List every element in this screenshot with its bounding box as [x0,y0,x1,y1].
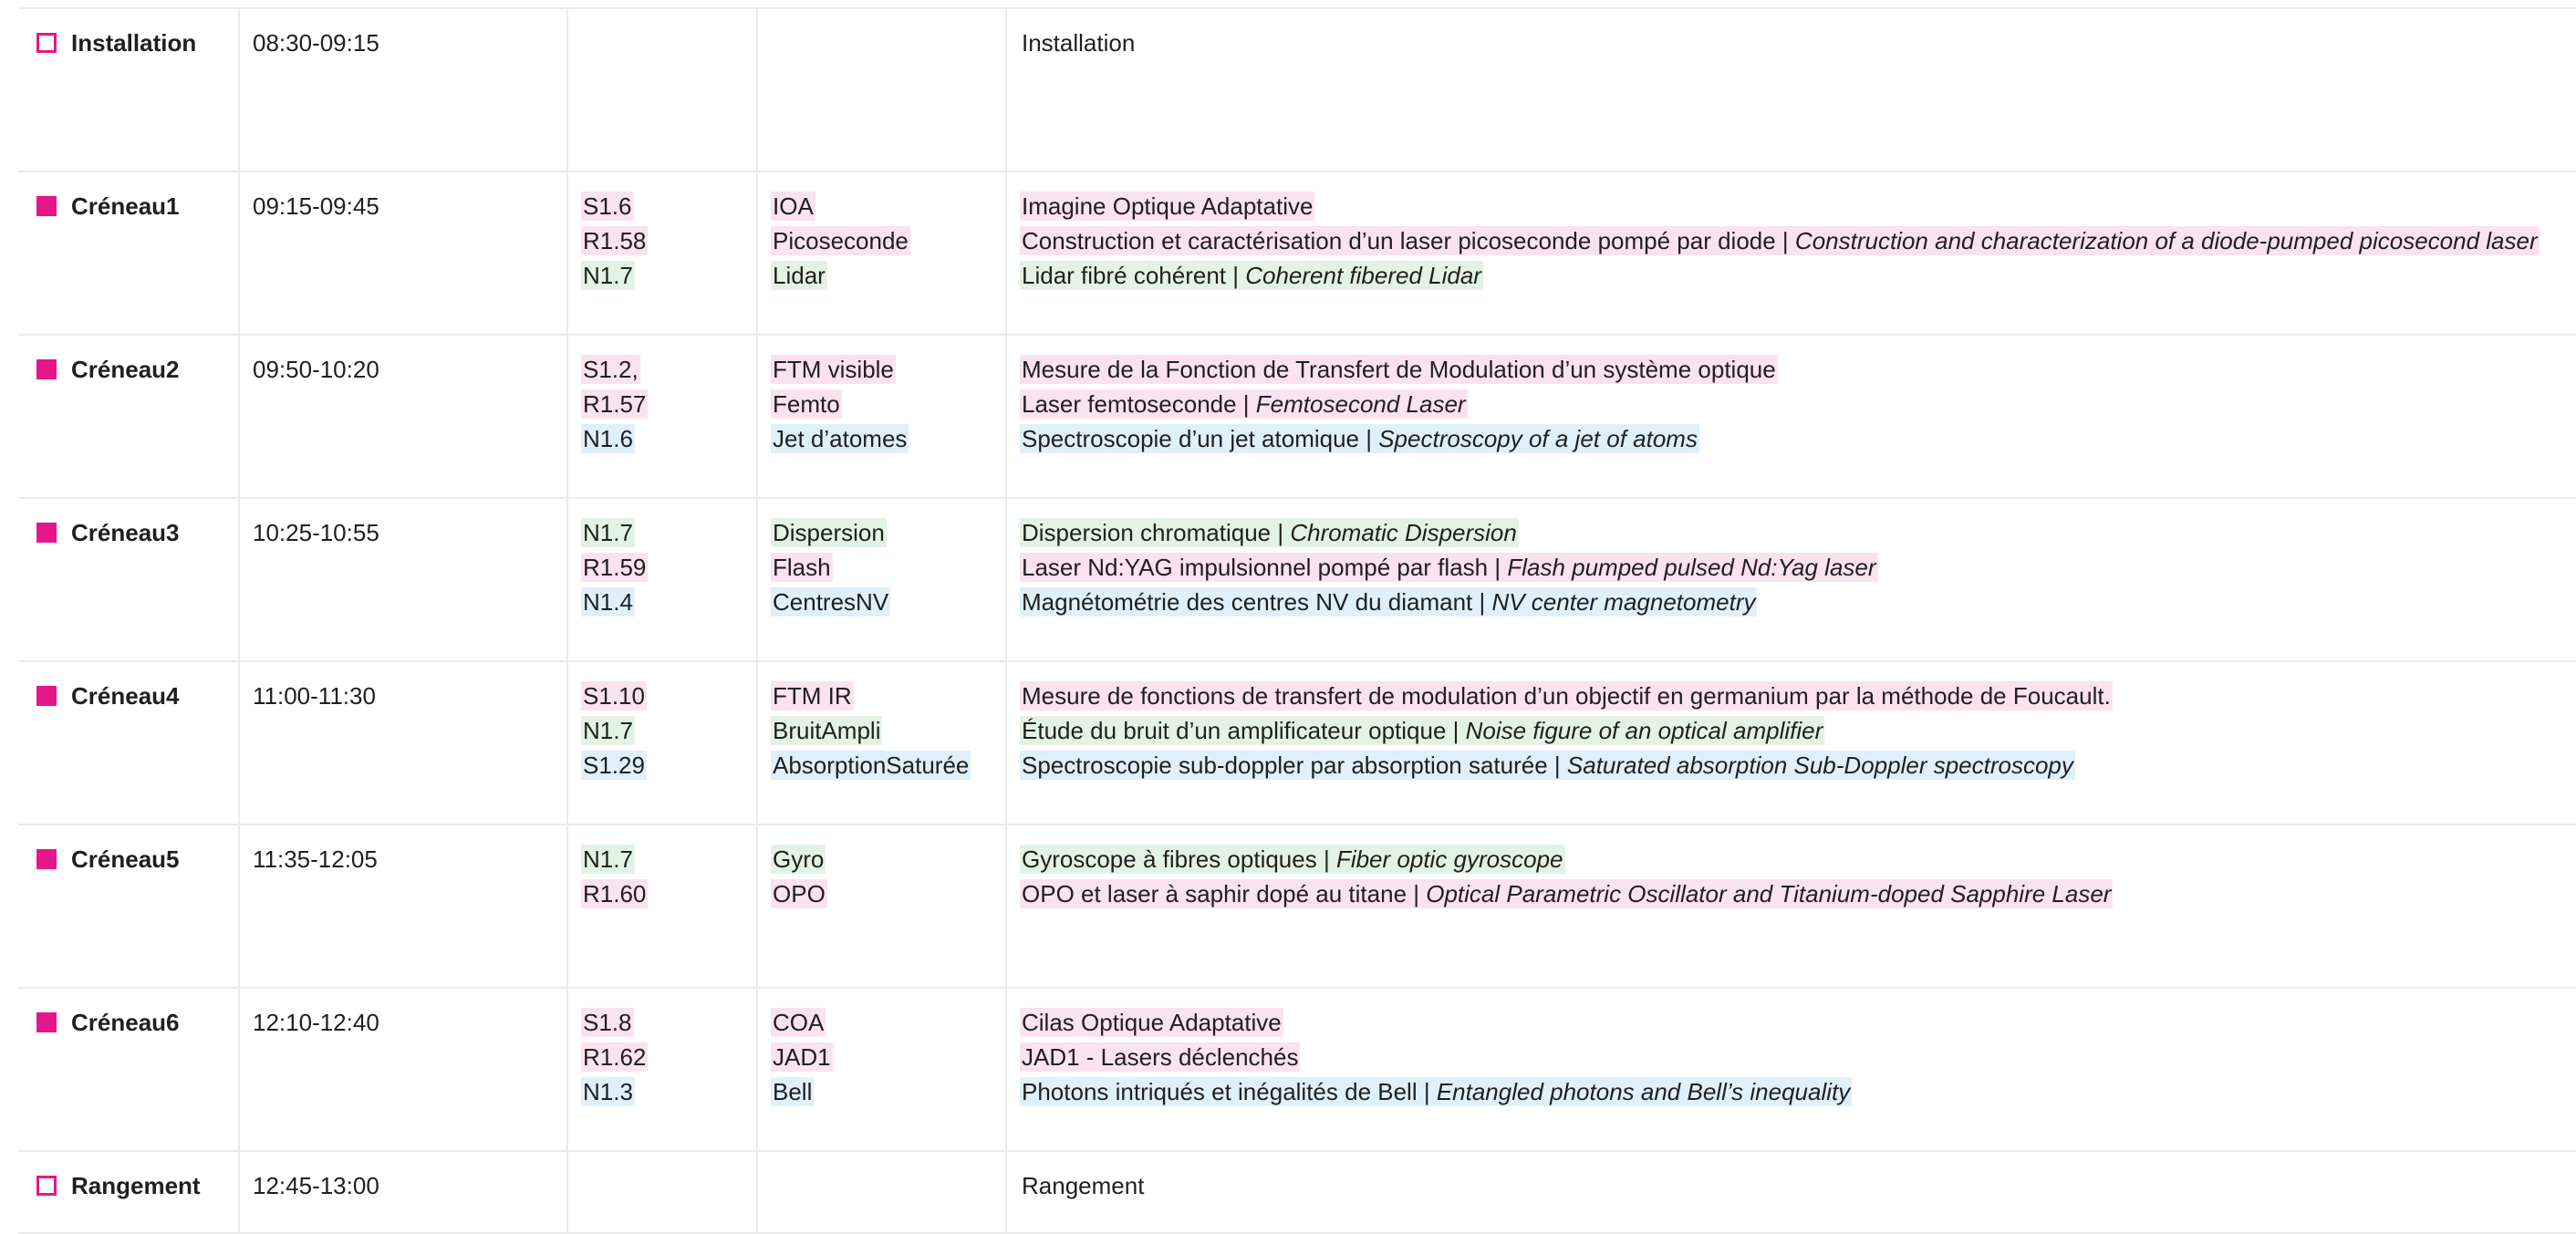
description-list [1007,336,2576,456]
title-fr: Magnétométrie des centres NV du diamant | [1022,588,1492,616]
short-name-line [771,1040,992,1074]
description-line [1020,748,2563,783]
title-fr: Spectroscopie sub-doppler par absorption saturée | [1022,752,1567,779]
slot-name: Créneau4 [71,682,180,710]
title-en: Saturated absorption Sub-Doppler spectroscopy [1566,752,2073,779]
short-name-cell [757,824,1006,988]
slot-label[interactable] [18,9,238,60]
experiment-description [1020,28,1137,57]
short-name-line [771,679,992,713]
room-cell [567,1151,757,1233]
slot-label[interactable] [18,825,238,876]
room-line [581,1074,743,1109]
room-line [581,876,743,911]
schedule-table [18,7,2576,1234]
room-list [568,9,756,60]
room-code: S1.10 [583,682,645,710]
slot-cell [18,988,239,1151]
slot-name: Créneau3 [71,519,180,546]
experiment-short-name: Bell [773,1078,813,1105]
experiment-description [1020,845,1565,874]
slot-marker-icon [36,1012,57,1032]
room-cell [567,824,757,988]
slot-label[interactable] [18,989,238,1040]
time-cell [239,988,567,1151]
room-list [568,989,756,1109]
title-en: Chromatic Dispersion [1290,519,1517,546]
experiment-description [1020,355,1778,384]
room-line [581,352,743,387]
slot-marker-icon [36,849,57,869]
room-code: N1.4 [583,588,633,616]
title-fr: Laser Nd:YAG impulsionnel pompé par flash | [1022,554,1508,581]
room-list [568,336,756,456]
room-list [568,172,756,293]
title-fr: JAD1 - Lasers déclenchés [1022,1043,1299,1071]
table-row [18,661,2576,824]
description-line [1020,1005,2563,1040]
time-range: 12:10-12:40 [253,1009,379,1036]
room-code: S1.8 [583,1009,632,1036]
room-line [581,223,743,258]
title-en: Coherent fibered Lidar [1245,262,1481,289]
experiment-description [1020,553,1878,582]
title-en: NV center magnetometry [1491,588,1756,616]
description-cell [1006,498,2576,661]
experiment-short-name: CentresNV [773,588,889,616]
slot-name: Rangement [71,1172,201,1199]
table-row [18,498,2576,661]
description-line [1020,26,2563,60]
short-name-line [771,387,992,421]
short-name-list [758,989,1005,1109]
table-row [18,1151,2576,1233]
short-name-line [771,421,992,456]
room-cell [567,661,757,824]
slot-name: Créneau1 [71,192,180,220]
short-name-list [758,662,1005,783]
room-code: N1.7 [583,519,633,546]
short-name-line [771,189,992,223]
room-line [581,748,743,783]
room-line [581,1040,743,1074]
experiment-description [1020,716,1824,745]
table-row [18,8,2576,171]
table-row [18,171,2576,335]
experiment-short-name: JAD1 [773,1043,831,1071]
room-code: R1.60 [583,880,647,907]
short-name-line [771,1168,992,1203]
slot-cell [18,824,239,988]
room-line [581,842,743,876]
short-name-list [758,1152,1005,1203]
experiment-description [1020,389,1468,419]
experiment-short-name: FTM IR [773,682,852,710]
room-line [581,1005,743,1040]
room-cell [567,8,757,171]
title-en: Construction and characterization of a diode-pumped picosecond laser [1794,227,2538,254]
title-fr: Gyroscope à fibres optiques | [1022,845,1336,873]
slot-label[interactable] [18,662,238,713]
experiment-short-name: Jet d’atomes [773,425,908,452]
short-name-cell [757,1151,1006,1233]
room-line [581,679,743,713]
title-fr: Imagine Optique Adaptative [1022,192,1314,220]
room-line [581,421,743,456]
description-cell [1006,1151,2576,1233]
title-en: Optical Parametric Oscillator and Titanium-doped Sapphire Laser [1426,880,2112,907]
time-cell [239,498,567,661]
title-fr: Spectroscopie d’un jet atomique | [1022,425,1379,452]
short-name-line [771,876,992,911]
slot-marker-icon [36,359,57,379]
description-line [1020,258,2563,293]
slot-name: Créneau2 [71,356,180,383]
experiment-short-name: AbsorptionSaturée [773,752,970,779]
title-fr: Photons intriqués et inégalités de Bell | [1022,1078,1437,1105]
title-en: Flash pumped pulsed Nd:Yag laser [1507,554,1876,581]
description-line [1020,515,2563,550]
time-cell [239,824,567,988]
room-list [568,662,756,783]
time-range: 11:35-12:05 [253,845,378,873]
description-line [1020,679,2563,713]
room-cell [567,988,757,1151]
description-list [1007,1152,2576,1203]
slot-marker-icon [36,523,57,543]
time-range: 09:15-09:45 [253,192,379,220]
slot-marker-icon [36,1176,57,1196]
slot-cell [18,1151,239,1233]
experiment-short-name: Gyro [773,845,825,873]
title-fr: Lidar fibré cohérent | [1022,262,1246,289]
room-code: N1.3 [583,1078,633,1105]
short-name-line [771,223,992,258]
slot-name: Créneau6 [71,1009,180,1036]
room-code: S1.29 [583,752,645,779]
description-line [1020,1168,2563,1203]
short-name-line [771,258,992,293]
short-name-line [771,713,992,748]
description-cell [1006,335,2576,498]
description-line [1020,352,2563,387]
room-code: R1.58 [583,227,647,254]
experiment-description [1020,518,1519,547]
description-line [1020,550,2563,585]
slot-label[interactable] [18,1152,238,1203]
room-code: N1.7 [583,262,633,289]
experiment-description [1020,751,2075,780]
room-code: N1.7 [583,717,633,744]
room-line [581,585,743,619]
title-fr: Dispersion chromatique | [1022,519,1291,546]
room-cell [567,171,757,335]
room-code: R1.57 [583,390,647,418]
description-list [1007,499,2576,619]
time-cell [239,171,567,335]
slot-marker-icon [36,33,57,53]
room-code: R1.62 [583,1043,647,1071]
description-line [1020,1074,2563,1109]
room-line [581,26,743,60]
short-name-line [771,1005,992,1040]
slot-name: Installation [71,29,197,57]
title-en: Femtosecond Laser [1255,390,1466,418]
room-line [581,258,743,293]
time-range: 11:00-11:30 [253,682,376,710]
description-list [1007,172,2576,293]
short-name-list [758,499,1005,619]
experiment-description [1020,1008,1283,1037]
description-line [1020,189,2563,223]
time-cell [239,8,567,171]
title-fr: Cilas Optique Adaptative [1022,1009,1282,1036]
time-cell [239,335,567,498]
experiment-description [1020,424,1699,453]
room-line [581,550,743,585]
slot-label[interactable] [18,499,238,550]
slot-marker-icon [36,196,57,216]
room-cell [567,335,757,498]
title-fr: Installation [1022,29,1136,57]
title-fr: Mesure de fonctions de transfert de modulation d’un objectif en germanium par la méthode de Foucault. [1022,682,2111,710]
experiment-description [1020,1042,1300,1072]
table-row [18,824,2576,988]
slot-cell [18,661,239,824]
room-list [568,1152,756,1203]
experiment-short-name: Femto [773,390,840,418]
short-name-cell [757,498,1006,661]
description-line [1020,421,2563,456]
title-en: Entangled photons and Bell’s inequality [1436,1078,1851,1105]
title-fr: Mesure de la Fonction de Transfert de Modulation d’un système optique [1022,356,1776,383]
description-line [1020,387,2563,421]
description-list [1007,662,2576,783]
description-line [1020,713,2563,748]
short-name-cell [757,988,1006,1151]
title-en: Spectroscopy of a jet of atoms [1378,425,1698,452]
short-name-line [771,748,992,783]
slot-label[interactable] [18,336,238,387]
slot-name: Créneau5 [71,845,180,873]
room-cell [567,498,757,661]
time-range: 10:25-10:55 [253,519,379,546]
room-code: S1.6 [583,192,632,220]
description-cell [1006,824,2576,988]
room-list [568,825,756,911]
description-line [1020,585,2563,619]
time-cell [239,661,567,824]
experiment-short-name: Picoseconde [773,227,909,254]
title-fr: Construction et caractérisation d’un laser picoseconde pompé par diode | [1022,227,1795,254]
room-list [568,499,756,619]
slot-cell [18,8,239,171]
short-name-line [771,842,992,876]
title-en: Fiber optic gyroscope [1335,845,1563,873]
description-line [1020,223,2563,258]
short-name-line [771,550,992,585]
short-name-list [758,336,1005,456]
short-name-cell [757,8,1006,171]
title-fr: OPO et laser à saphir dopé au titane | [1022,880,1427,907]
description-line [1020,876,2563,911]
experiment-description [1020,1077,1852,1106]
table-row [18,988,2576,1151]
experiment-short-name: COA [773,1009,825,1036]
short-name-line [771,515,992,550]
slot-cell [18,335,239,498]
experiment-short-name: FTM visible [773,356,894,383]
experiment-short-name: Dispersion [773,519,885,546]
room-code: R1.59 [583,554,647,581]
slot-cell [18,171,239,335]
experiment-short-name: Flash [773,554,831,581]
experiment-description [1020,261,1483,290]
experiment-short-name: BruitAmpli [773,717,881,744]
short-name-list [758,9,1005,60]
short-name-list [758,825,1005,911]
slot-label[interactable] [18,172,238,223]
description-list [1007,825,2576,911]
experiment-description [1020,587,1757,617]
title-fr: Laser femtoseconde | [1022,390,1256,418]
experiment-description [1020,226,2540,255]
time-range: 09:50-10:20 [253,356,379,383]
experiment-description [1020,681,2113,710]
experiment-short-name: IOA [773,192,814,220]
short-name-line [771,585,992,619]
experiment-short-name: Lidar [773,262,826,289]
table-row [18,335,2576,498]
room-code: S1.2, [583,356,639,383]
short-name-line [771,1074,992,1109]
description-list [1007,989,2576,1109]
experiment-short-name: OPO [773,880,826,907]
short-name-list [758,172,1005,293]
room-line [581,515,743,550]
experiment-description [1020,192,1314,221]
experiment-description [1020,1171,1146,1200]
slot-marker-icon [36,686,57,706]
time-range: 08:30-09:15 [253,29,379,57]
description-line [1020,842,2563,876]
short-name-cell [757,171,1006,335]
time-cell [239,1151,567,1233]
description-cell [1006,661,2576,824]
short-name-cell [757,661,1006,824]
short-name-line [771,26,992,60]
title-fr: Rangement [1022,1172,1145,1199]
short-name-cell [757,335,1006,498]
description-list [1007,9,2576,60]
room-code: N1.7 [583,845,633,873]
room-line [581,387,743,421]
slot-cell [18,498,239,661]
room-line [581,1168,743,1203]
room-line [581,189,743,223]
title-en: Noise figure of an optical amplifier [1465,717,1823,744]
time-range: 12:45-13:00 [253,1172,379,1199]
experiment-description [1020,879,2113,908]
description-cell [1006,8,2576,171]
room-code: N1.6 [583,425,633,452]
short-name-line [771,352,992,387]
description-cell [1006,171,2576,335]
room-line [581,713,743,748]
description-line [1020,1040,2563,1074]
description-cell [1006,988,2576,1151]
title-fr: Étude du bruit d’un amplificateur optique | [1022,717,1466,744]
